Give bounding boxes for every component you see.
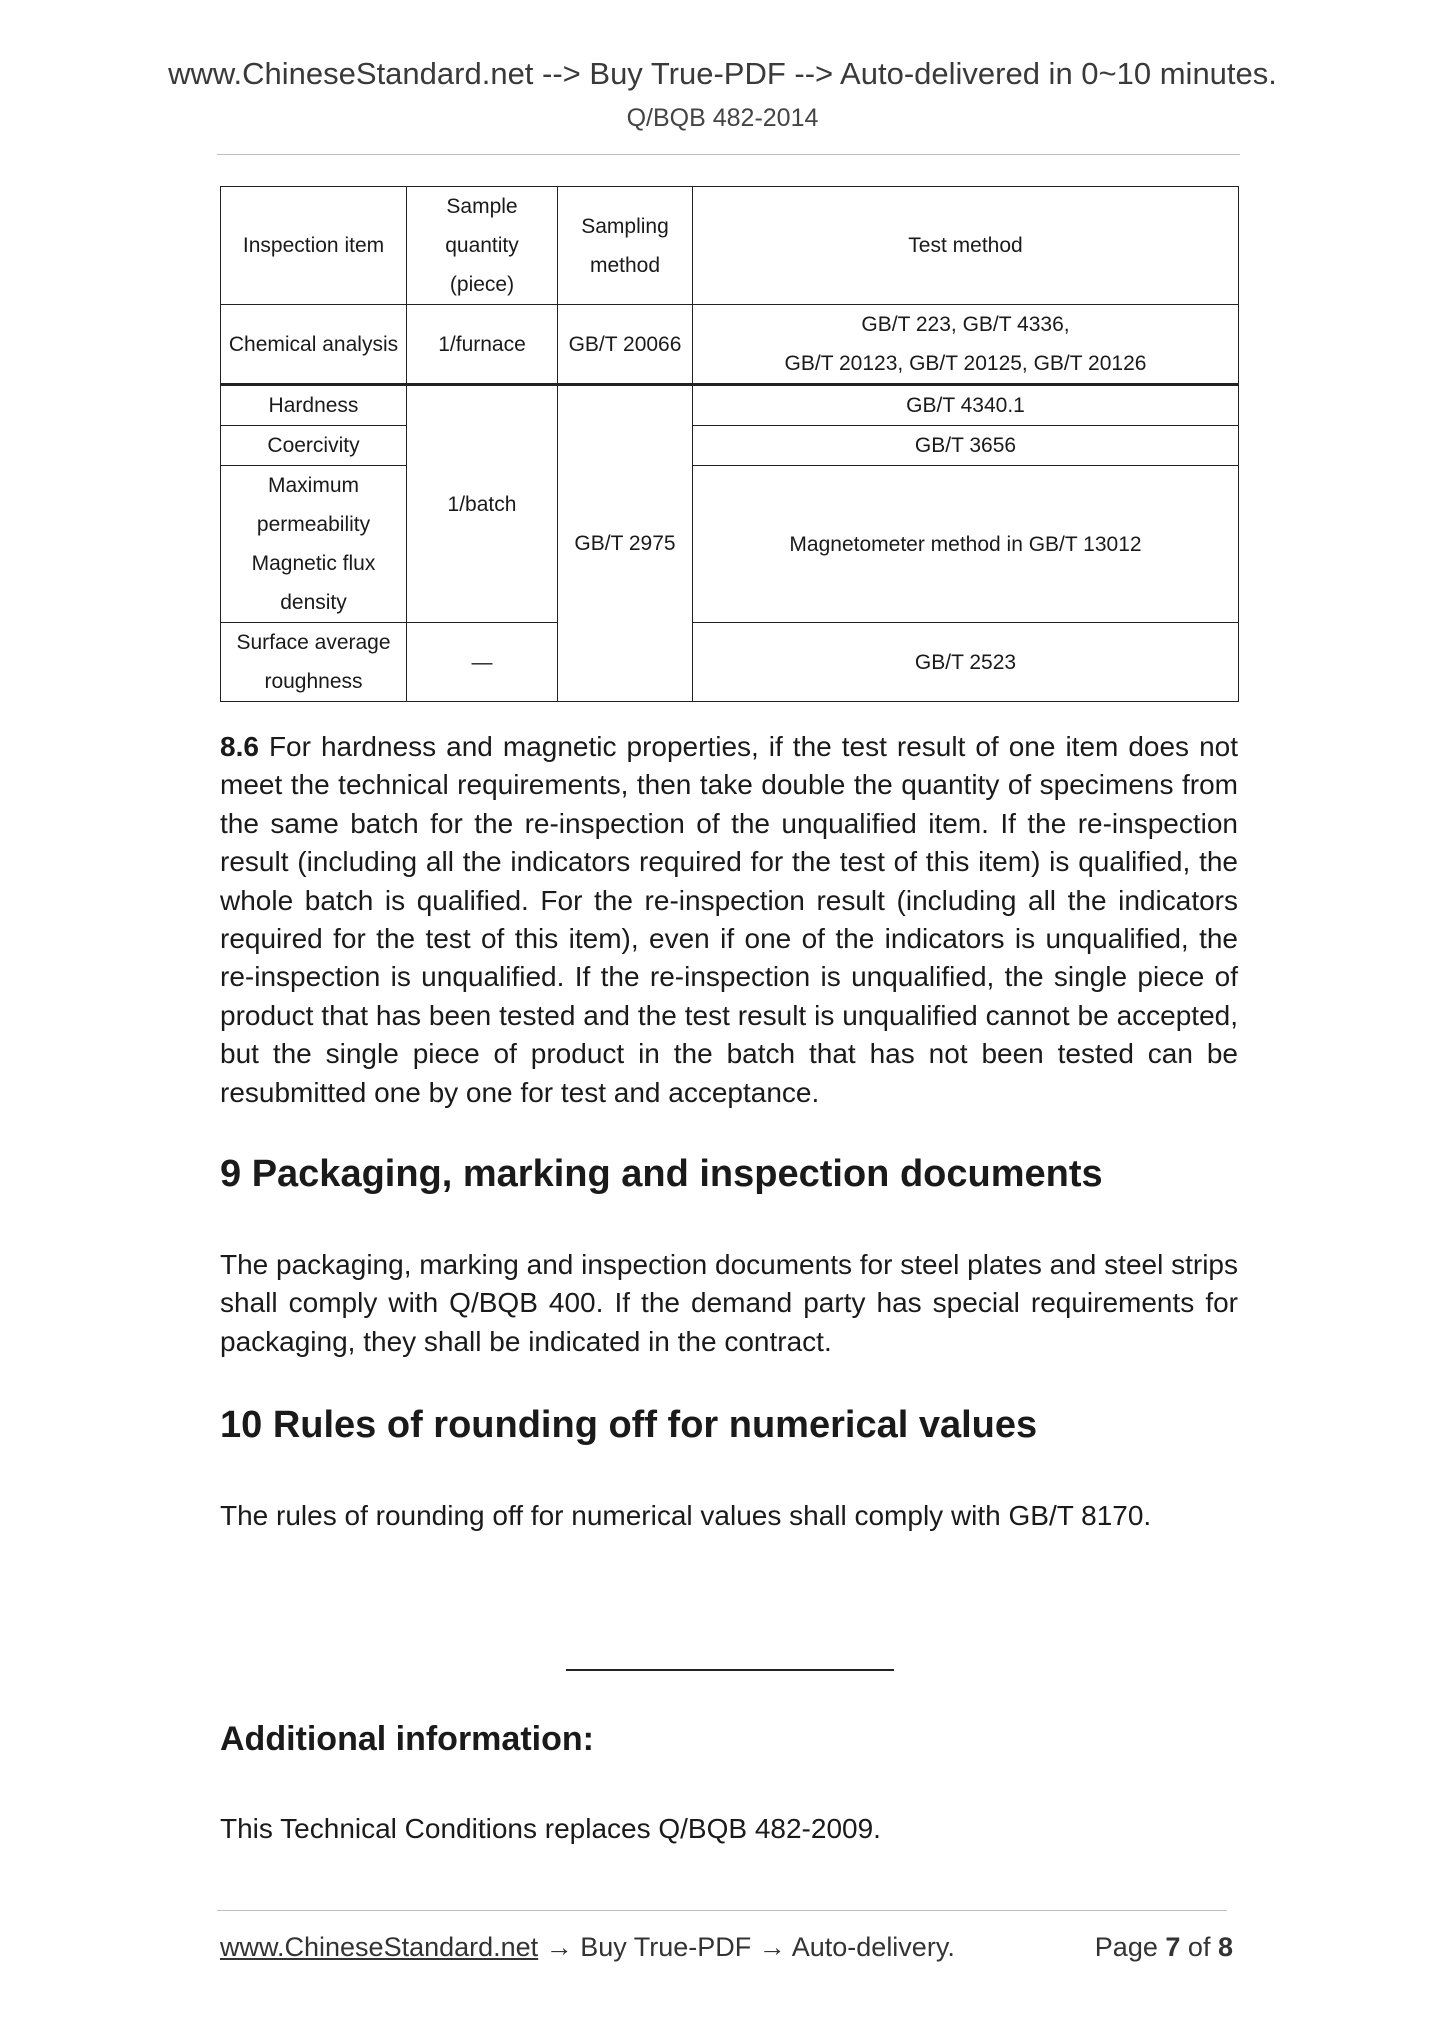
cell-roughness-line: roughness	[264, 670, 363, 693]
header-test-method: Test method	[693, 187, 1239, 305]
section-9-text: The packaging, marking and inspection documents for steel plates and steel strips shall comply with Q/BQB 400. If the demand party has special requirements for packaging, they shall be indicated in the contract.	[220, 1249, 1238, 1357]
clause-number: 8.6	[220, 731, 259, 762]
cell-chemical-item: Chemical analysis	[221, 305, 407, 385]
footer-site-link[interactable]: www.ChineseStandard.net	[220, 1932, 539, 1962]
cell-chemical-sampling: GB/T 20066	[558, 305, 693, 385]
cell-chemical-quantity: 1/furnace	[407, 305, 558, 385]
header-banner: www.ChineseStandard.net --> Buy True-PDF --> Auto-delivered in 0~10 minutes.	[168, 56, 1277, 91]
page-current: 7	[1165, 1932, 1181, 1962]
table-header-row	[221, 187, 1239, 305]
page-total: 8	[1217, 1932, 1233, 1962]
header-sampling-method-line: Sampling	[581, 214, 669, 238]
cell-chemical-test	[693, 305, 1239, 385]
clause-text: For hardness and magnetic properties, if the test result of one item does not meet the technical requirements, then take double the quantity of specimens from the same batch for the re-inspection of the unqualified item. If the re-inspection result (including all the indicators required for the test of this item) is qualified, the whole batch is qualified. For the re-inspection result (including all the indicators required for the test of this item), even if one of the indicators is unqualified, the re-inspection is unqualified. If the re-inspection is unqualified, the single piece of product that has been tested and the test result is unqualified cannot be accepted, but the single piece of product in the batch that has not been tested can be resubmitted one by one for test and acceptance.	[220, 731, 1238, 1108]
cell-hardness-test: GB/T 4340.1	[693, 385, 1239, 426]
header-sample-quantity-line: quantity	[445, 234, 519, 257]
footer-divider	[217, 1910, 1227, 1911]
table-row-chemical	[221, 305, 1239, 385]
cell-roughness-test: GB/T 2523	[693, 623, 1239, 702]
cell-chemical-test-line: GB/T 20123, GB/T 20125, GB/T 20126	[784, 352, 1147, 375]
header-sample-quantity	[407, 187, 558, 305]
cell-max-perm-line: Maximum	[267, 474, 359, 497]
footer-tagline: → Buy True-PDF → Auto-delivery.	[538, 1932, 955, 1962]
table-row-coercivity	[221, 426, 1239, 466]
header-divider	[217, 154, 1240, 155]
table-row-roughness	[221, 623, 1239, 702]
footer-left	[220, 1932, 955, 1963]
page-label: Page	[1094, 1932, 1158, 1962]
additional-info-text: This Technical Conditions replaces Q/BQB 482-2009.	[220, 1813, 881, 1844]
document-id: Q/BQB 482-2014	[626, 104, 819, 132]
table-row-hardness	[221, 385, 1239, 426]
cell-batch-quantity: 1/batch	[407, 385, 558, 623]
section-9-heading: 9 Packaging, marking and inspection documents	[220, 1153, 1103, 1195]
cell-max-perm-line: permeability	[256, 513, 371, 536]
cell-roughness-quantity: —	[407, 623, 558, 702]
inspection-table	[220, 186, 1239, 702]
cell-max-perm-item	[221, 466, 407, 545]
table-row-max-permeability	[221, 466, 1239, 545]
cell-roughness-line: Surface average	[236, 631, 391, 654]
cell-magnetic-test: Magnetometer method in GB/T 13012	[693, 466, 1239, 623]
cell-flux-line: density	[280, 591, 347, 614]
cell-coercivity-item: Coercivity	[221, 426, 407, 466]
section-10-text: The rules of rounding off for numerical values shall comply with GB/T 8170.	[220, 1500, 1152, 1531]
header-sampling-method	[558, 187, 693, 305]
cell-chemical-test-line: GB/T 223, GB/T 4336,	[861, 313, 1070, 336]
page-of-label: of	[1187, 1932, 1211, 1962]
cell-flux-item	[221, 544, 407, 623]
page-indicator	[1095, 1932, 1233, 1963]
end-divider	[566, 1669, 894, 1671]
header-sample-quantity-line: (piece)	[449, 273, 515, 296]
cell-flux-line: Magnetic flux	[251, 552, 376, 575]
cell-roughness-item	[221, 623, 407, 702]
additional-info-heading: Additional information:	[220, 1720, 594, 1758]
clause-8-6	[220, 728, 1238, 1112]
header-sample-quantity-line: Sample	[446, 195, 518, 218]
header-inspection-item: Inspection item	[221, 187, 407, 305]
cell-coercivity-test: GB/T 3656	[693, 426, 1239, 466]
cell-batch-sampling: GB/T 2975	[558, 385, 693, 702]
header-sampling-method-line: method	[589, 253, 661, 277]
cell-hardness-item: Hardness	[221, 385, 407, 426]
section-10-heading: 10 Rules of rounding off for numerical values	[220, 1404, 1038, 1446]
